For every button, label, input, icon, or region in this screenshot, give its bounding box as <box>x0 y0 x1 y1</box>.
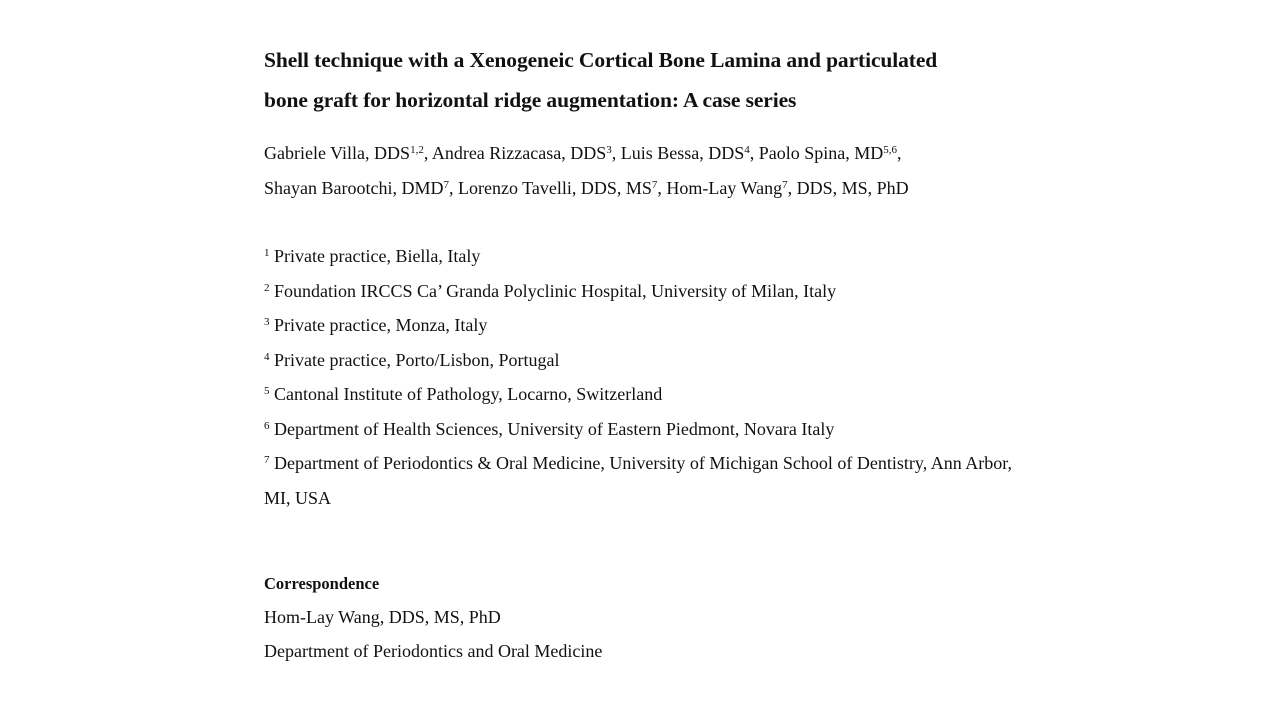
affiliation-text: Department of Health Sciences, University of Eastern Piedmont, Novara Italy <box>274 418 835 439</box>
author <box>759 143 902 163</box>
affiliation-number: 7 <box>264 454 270 466</box>
document-page <box>264 0 1024 720</box>
correspondence-heading: Correspondence <box>264 574 380 593</box>
author-separator: , DDS, MS, PhD <box>787 177 909 198</box>
author <box>458 178 666 198</box>
paper-title <box>264 40 1024 120</box>
author-separator: , <box>448 177 458 198</box>
affiliation-number: 6 <box>264 419 270 432</box>
affiliation-number: 3 <box>264 316 270 328</box>
author-affiliation-marker: 4 <box>744 144 750 156</box>
author-name: Gabriele Villa, DDS <box>264 143 411 163</box>
affiliation-number: 5 <box>264 385 270 397</box>
affiliation-item <box>264 308 1024 343</box>
author-name: Shayan Barootchi, DMD <box>264 177 444 198</box>
author-separator: , <box>423 143 432 163</box>
author-name: Andrea Rizzacasa, DDS <box>431 143 607 163</box>
author <box>432 143 621 163</box>
author-affiliation-marker: 1,2 <box>410 144 424 156</box>
author <box>666 178 908 198</box>
author-separator: , <box>897 143 902 163</box>
correspondence-department: Department of Periodontics and Oral Medicine <box>264 641 603 661</box>
author-separator: , <box>611 143 621 163</box>
affiliation-text: Foundation IRCCS Ca’ Granda Polyclinic Hospital, University of Milan, Italy <box>274 280 837 301</box>
title-line-2: bone graft for horizontal ridge augmentation: A case series <box>264 88 797 112</box>
correspondence-block <box>264 568 1024 668</box>
affiliation-number: 1 <box>264 247 270 259</box>
affiliation-item <box>264 239 1024 274</box>
affiliation-number: 4 <box>264 350 270 363</box>
affiliation-text: Cantonal Institute of Pathology, Locarno, Switzerland <box>274 384 663 404</box>
affiliation-item <box>264 343 1024 378</box>
author-affiliation-marker: 7 <box>651 178 658 191</box>
affiliation-text: Private practice, Monza, Italy <box>274 315 488 335</box>
author-affiliation-marker: 7 <box>443 178 449 191</box>
affiliation-text: Department of Periodontics & Oral Medicine, University of Michigan School of Dentistry, Ann Arbor, MI, USA <box>264 453 1012 508</box>
affiliation-text: Private practice, Porto/Lisbon, Portugal <box>274 349 560 370</box>
affiliation-text: Private practice, Biella, Italy <box>274 246 481 266</box>
author-name: Lorenzo Tavelli, DDS, MS <box>457 177 652 198</box>
affiliation-item <box>264 377 1024 412</box>
affiliation-item <box>264 412 1024 447</box>
author-affiliation-marker: 7 <box>782 178 788 191</box>
author-affiliation-marker: 3 <box>606 144 612 156</box>
author-separator: , <box>657 177 667 198</box>
author-name: Paolo Spina, MD <box>758 143 884 163</box>
author-affiliation-marker: 5,6 <box>883 144 898 156</box>
affiliation-item <box>264 446 1024 515</box>
title-line-1: Shell technique with a Xenogeneic Cortical Bone Lamina and particulated <box>264 48 938 72</box>
author-name: Hom-Lay Wang <box>666 177 783 198</box>
author <box>264 178 458 198</box>
affiliation-item <box>264 274 1024 309</box>
author <box>264 143 432 163</box>
affiliation-number: 2 <box>264 281 270 294</box>
author-list <box>264 136 1024 205</box>
author-name: Luis Bessa, DDS <box>620 143 745 163</box>
author <box>621 143 759 163</box>
correspondence-name: Hom-Lay Wang, DDS, MS, PhD <box>264 607 501 627</box>
affiliation-list <box>264 239 1024 515</box>
author-separator: , <box>749 143 759 163</box>
